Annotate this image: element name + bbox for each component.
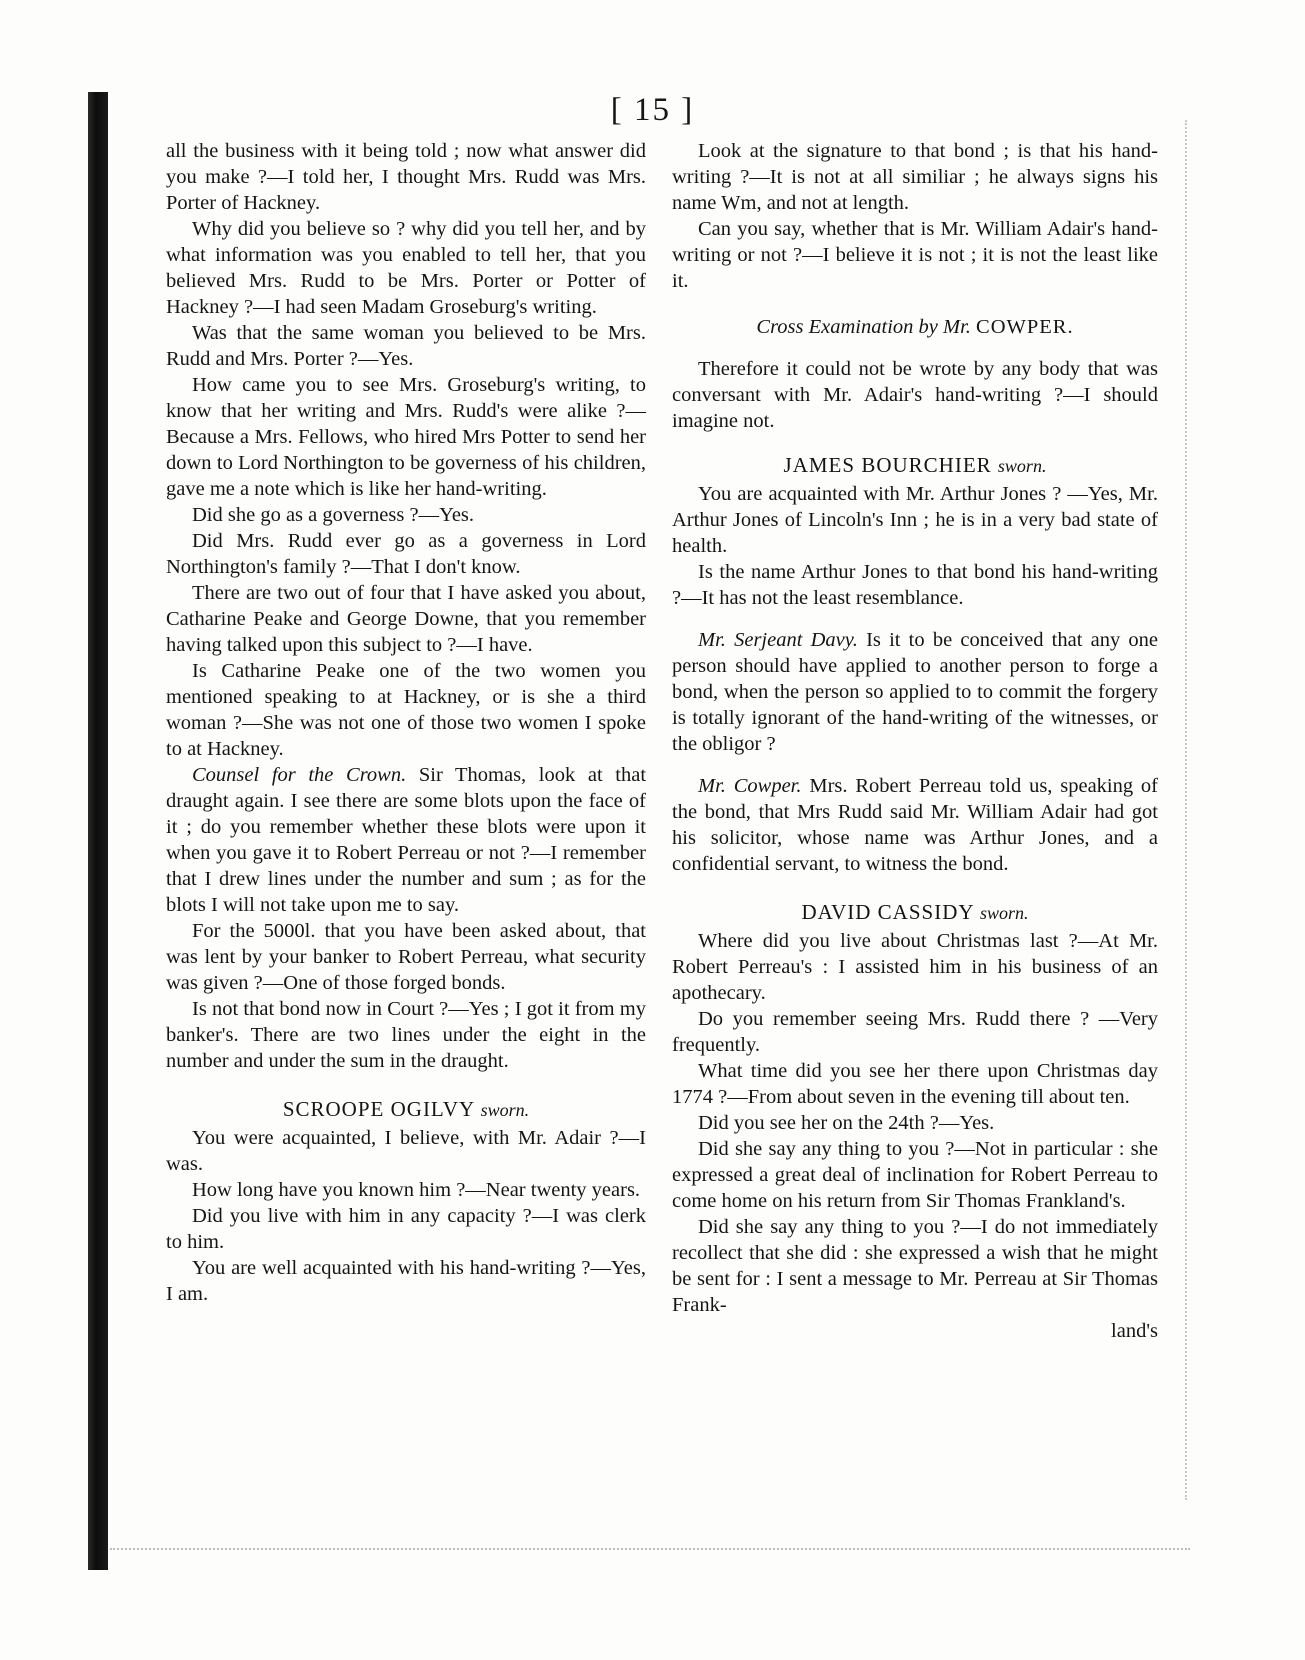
paragraph: Did she go as a governess ?—Yes. — [192, 504, 475, 526]
bottom-edge-speckle — [110, 1548, 1190, 1554]
catchword: land's — [1111, 1320, 1158, 1342]
paragraph: What time did you see her there upon Christmas day 1774 ?—From about seven in the evening till about ten. — [672, 1060, 1158, 1108]
davy-paragraph — [672, 627, 1158, 757]
paragraph: You are acquainted with Mr. Arthur Jones ? —Yes, Mr. Arthur Jones of Lincoln's Inn ; he is in a very bad state of health. — [672, 483, 1158, 557]
paragraph: Did you see her on the 24th ?—Yes. — [698, 1112, 995, 1134]
page-spine-shadow — [88, 92, 108, 1570]
sworn-label: sworn. — [980, 903, 1029, 923]
cross-examination-heading — [672, 314, 1158, 340]
speech-text: Sir Thomas, look at that draught again. I see there are some blots upon the face of it ; do you remember whether these blots were upon it when you gave it to Robert Perreau or not ?—I remember that I drew lines under the number and sum ; as for the blots I will not take upon me to say. — [166, 764, 647, 916]
paragraph: Did you live with him in any capacity ?—I was clerk to him. — [166, 1205, 646, 1253]
paragraph: Where did you live about Christmas last ?—At Mr. Robert Perreau's : I assisted him in his business of an apothecary. — [672, 930, 1158, 1004]
witness-heading-cassidy — [672, 899, 1158, 926]
paragraph: Did Mrs. Rudd ever go as a governess in Lord Northington's family ?—That I don't know. — [166, 530, 646, 578]
paragraph: Is Catharine Peake one of the two women you mentioned speaking to at Hackney, or is she a third woman ?—She was not one of those two women I spoke to at Hackney. — [166, 660, 646, 760]
paragraph: You are well acquainted with his hand-writing ?—Yes, I am. — [166, 1257, 646, 1305]
counsel-paragraph — [166, 762, 646, 918]
paragraph: Why did you believe so ? why did you tell her, and by what information was you enabled to tell her, that you believed Mrs. Rudd to be Mrs. Porter or Potter of Hackney ?—I had seen Madam Groseburg's writing. — [166, 218, 646, 318]
paragraph: Is not that bond now in Court ?—Yes ; I got it from my banker's. There are two lines under the eight in the number and under the sum in the draught. — [166, 998, 646, 1072]
sworn-label: sworn. — [480, 1100, 530, 1120]
paragraph: Look at the signature to that bond ; is that his hand-writing ?—It is not at all similiar ; he always signs his name Wm, and not at length. — [672, 140, 1158, 214]
paragraph: Was that the same woman you believed to be Mrs. Rudd and Mrs. Porter ?—Yes. — [166, 322, 646, 370]
witness-heading-bourchier — [672, 452, 1158, 479]
paragraph: There are two out of four that I have asked you about, Catharine Peake and George Downe, that you remember having talked upon this subject to ?—I have. — [166, 582, 646, 656]
paragraph: Did she say any thing to you ?—I do not immediately recollect that she did : she expressed a wish that he might be sent for : I sent a message to Mr. Perreau at Sir Thomas Frank- — [672, 1216, 1158, 1316]
speaker-label: Mr. Cowper. — [698, 775, 802, 797]
cross-name: COWPER. — [976, 316, 1074, 338]
witness-heading-ogilvy — [166, 1096, 646, 1123]
sworn-label: sworn. — [997, 456, 1047, 476]
speaker-label: Counsel for the Crown. — [192, 764, 407, 786]
witness-name: SCROOPE OGILVY — [282, 1097, 475, 1121]
edge-speckle — [1177, 120, 1187, 1500]
witness-name: JAMES BOURCHIER — [783, 453, 992, 477]
speaker-label: Mr. Serjeant Davy. — [698, 629, 858, 651]
right-column — [672, 138, 1158, 1344]
speech-text: Mrs. Robert Perreau told us, speaking of the bond, that Mrs Rudd said Mr. William Adair had got his solicitor, whose name was Arthur Jones, and a confidential servant, to witness the bond. — [672, 775, 1159, 875]
paragraph: Do you remember seeing Mrs. Rudd there ? —Very frequently. — [672, 1008, 1158, 1056]
paragraph: Can you say, whether that is Mr. William Adair's hand-writing or not ?—I believe it is not ; it is not the least like it. — [672, 218, 1158, 292]
speech-text: Is it to be conceived that any one person should have applied to another person to forge a bond, when the person so applied to to commit the forgery is totally ignorant of the hand-writing of the witnesses, or the obligor ? — [672, 629, 1158, 755]
paragraph: How long have you known him ?—Near twenty years. — [192, 1179, 641, 1201]
witness-name: DAVID CASSIDY — [801, 900, 974, 924]
page-number: [ 15 ] — [610, 92, 695, 128]
paragraph: You were acquainted, I believe, with Mr. Adair ?—I was. — [166, 1127, 646, 1175]
paragraph: Is the name Arthur Jones to that bond his hand-writing ?—It has not the least resemblance. — [672, 561, 1158, 609]
paragraph: Therefore it could not be wrote by any body that was conversant with Mr. Adair's hand-writing ?—I should imagine not. — [672, 358, 1158, 432]
paragraph: all the business with it being told ; now what answer did you make ?—I told her, I thought Mrs. Rudd was Mrs. Porter of Hackney. — [166, 140, 646, 214]
cowper-paragraph — [672, 773, 1158, 877]
left-column — [166, 138, 646, 1307]
paragraph: For the 5000l. that you have been asked about, that was lent by your banker to Robert Perreau, what security was given ?—One of those forged bonds. — [166, 920, 646, 994]
paragraph: How came you to see Mrs. Groseburg's writing, to know that her writing and Mrs. Rudd's were alike ?—Because a Mrs. Fellows, who hired Mrs Potter to send her down to Lord Northington to be governess of his children, gave me a note which is like her hand-writing. — [166, 374, 646, 500]
paragraph: Did she say any thing to you ?—Not in particular : she expressed a great deal of inclination for Robert Perreau to come home on his return from Sir Thomas Frankland's. — [672, 1138, 1158, 1212]
cross-label: Cross Examination by Mr. — [756, 316, 971, 338]
